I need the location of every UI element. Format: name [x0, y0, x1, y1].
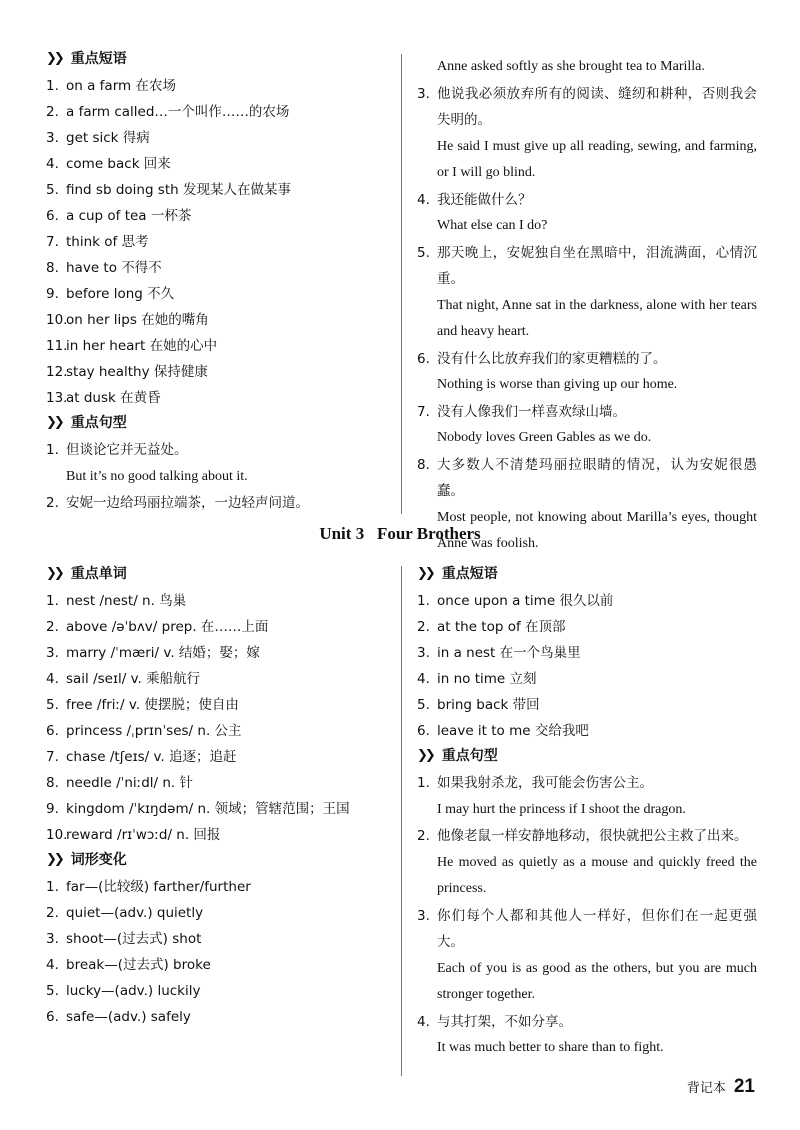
list-item — [46, 229, 386, 255]
list-item — [46, 73, 386, 99]
list-item — [46, 588, 386, 614]
sentence-number: 1. — [417, 775, 430, 791]
list-item — [417, 614, 757, 640]
item-number: 2. — [46, 619, 59, 635]
item-number: 6. — [46, 208, 59, 224]
list-item — [46, 1004, 386, 1030]
list-item — [46, 255, 386, 281]
list-item — [417, 640, 757, 666]
double-chevron-icon: ❯❯ — [417, 565, 433, 581]
sentence-number: 7. — [417, 403, 430, 420]
sentence-number: 4. — [417, 1013, 430, 1030]
bottom-left-column — [46, 563, 386, 1030]
sentence-item — [46, 490, 386, 517]
sentence-number: 6. — [417, 350, 430, 367]
list-item — [46, 718, 386, 744]
item-text: shoot—(过去式) shot — [66, 931, 202, 947]
list-item — [417, 692, 757, 718]
sentence-item — [417, 240, 757, 346]
list-item — [46, 666, 386, 692]
item-text: in no time 立刻 — [437, 671, 537, 687]
item-text: sail /seɪl/ v. 乘船航行 — [66, 671, 201, 687]
item-number: 3. — [46, 931, 59, 947]
sentence-chinese: 安妮一边给玛丽拉端茶，一边轻声问道。 — [66, 495, 309, 511]
key-phrases-heading: ❯❯ 重点短语 — [417, 565, 498, 582]
sentence-english: It was much better to share than to fight. — [437, 1040, 664, 1055]
sentence-english: What else can I do? — [437, 218, 548, 233]
item-number: 1. — [417, 593, 430, 609]
list-item — [46, 359, 386, 385]
sentence-chinese: 但谈论它并无益处。 — [66, 442, 188, 458]
sentence-number: 2. — [46, 495, 59, 511]
item-number: 2. — [46, 104, 59, 120]
item-text: chase /tʃeɪs/ v. 追逐；追赶 — [66, 749, 237, 765]
item-text: kingdom /ˈkɪŋdəm/ n. 领域；管辖范围；王国 — [66, 801, 350, 817]
sentence-english: Most people, not knowing about Marilla’s eyes, thought Anne was foolish. — [437, 509, 757, 551]
list-item — [46, 692, 386, 718]
list-item — [46, 926, 386, 952]
double-chevron-icon: ❯❯ — [46, 565, 62, 581]
item-number: 3. — [46, 645, 59, 661]
sentence-chinese: 如果我射杀龙，我可能会伤害公主。 — [437, 775, 653, 791]
list-item — [46, 770, 386, 796]
list-item — [46, 203, 386, 229]
sentence-english: He said I must give up all reading, sewing, and farming, or I will go blind. — [437, 138, 757, 180]
item-number: 5. — [46, 182, 59, 198]
sentence-chinese: 我还能做什么？ — [437, 191, 532, 208]
item-number: 11. — [46, 338, 68, 354]
double-chevron-icon: ❯❯ — [417, 747, 433, 763]
item-text: above /əˈbʌv/ prep. 在……上面 — [66, 619, 269, 635]
sentence-chinese: 他说我必须放弃所有的阅读、缝纫和耕种，否则我会失明的。 — [437, 85, 757, 128]
sentence-number: 5. — [417, 244, 430, 261]
item-number: 12. — [46, 364, 68, 380]
top-right-column — [417, 54, 757, 558]
item-text: break—(过去式) broke — [66, 957, 211, 973]
item-number: 2. — [417, 619, 430, 635]
double-chevron-icon: ❯❯ — [46, 414, 62, 430]
item-text: once upon a time 很久以前 — [437, 593, 614, 609]
item-number: 9. — [46, 801, 59, 817]
sentence-number: 3. — [417, 85, 430, 102]
sentence-item — [417, 346, 757, 399]
sentence-item — [417, 187, 757, 240]
item-number: 4. — [417, 671, 430, 687]
item-text: on a farm 在农场 — [66, 78, 176, 94]
sentence-chinese: 大多数人不清楚玛丽拉眼睛的情况，认为安妮很愚蠢。 — [437, 456, 757, 499]
item-number: 8. — [46, 775, 59, 791]
item-number: 4. — [46, 671, 59, 687]
list-item — [46, 385, 386, 411]
item-text: think of 思考 — [66, 234, 149, 250]
list-item — [46, 151, 386, 177]
sentence-item — [417, 81, 757, 187]
item-text: princess /ˌprɪnˈses/ n. 公主 — [66, 723, 242, 739]
item-text: bring back 带回 — [437, 697, 540, 713]
item-number: 6. — [46, 723, 59, 739]
sentence-item — [417, 770, 757, 823]
item-number: 5. — [46, 697, 59, 713]
sentence-english: But it’s no good talking about it. — [66, 468, 248, 484]
key-words-list — [46, 588, 386, 848]
list-item — [46, 307, 386, 333]
page-number: 21 — [733, 1076, 755, 1097]
item-text: have to 不得不 — [66, 260, 162, 276]
list-item — [46, 640, 386, 666]
item-text: in her heart 在她的心中 — [66, 338, 218, 354]
item-text: needle /ˈniːdl/ n. 针 — [66, 775, 193, 791]
item-text: leave it to me 交给我吧 — [437, 723, 589, 739]
item-text: free /friː/ v. 使摆脱；使自由 — [66, 697, 239, 713]
key-phrases-heading: ❯❯ 重点短语 — [46, 50, 127, 67]
sentence-chinese: 他像老鼠一样安静地移动，很快就把公主救了出来。 — [437, 828, 748, 844]
item-number: 9. — [46, 286, 59, 302]
item-text: marry /ˈmæri/ v. 结婚；娶；嫁 — [66, 645, 260, 661]
item-text: far—(比较级) farther/further — [66, 879, 251, 895]
key-sentences-list — [46, 437, 386, 517]
double-chevron-icon: ❯❯ — [46, 851, 62, 867]
list-item — [46, 281, 386, 307]
unit-title: Unit 3 Four Brothers — [319, 524, 481, 543]
item-text: safe—(adv.) safely — [66, 1009, 191, 1025]
item-number: 13. — [46, 390, 68, 406]
key-words-heading: ❯❯ 重点单词 — [46, 565, 127, 582]
item-text: get sick 得病 — [66, 130, 150, 146]
item-number: 5. — [417, 697, 430, 713]
list-item — [46, 614, 386, 640]
item-text: nest /nest/ n. 鸟巢 — [66, 593, 187, 609]
item-number: 6. — [46, 1009, 59, 1025]
item-number: 1. — [46, 879, 59, 895]
item-number: 2. — [46, 905, 59, 921]
sentence-number: 4. — [417, 191, 430, 208]
key-sentences-heading: ❯❯ 重点句型 — [417, 747, 498, 764]
sentence-chinese: 与其打架，不如分享。 — [437, 1013, 572, 1030]
item-number: 8. — [46, 260, 59, 276]
sentence-english: That night, Anne sat in the darkness, alone with her tears and heavy heart. — [437, 297, 757, 339]
sentence-chinese: 没有什么比放弃我们的家更糟糕的了。 — [437, 350, 667, 367]
sentence-english: Nothing is worse than giving up our home. — [437, 377, 678, 392]
item-number: 1. — [46, 593, 59, 609]
item-number: 6. — [417, 723, 430, 739]
list-item — [46, 978, 386, 1004]
item-number: 1. — [46, 78, 59, 94]
sentence-chinese: 那天晚上，安妮独自坐在黑暗中，泪流满面，心情沉重。 — [437, 244, 757, 287]
key-phrases-list — [417, 588, 757, 744]
item-text: a farm called…一个叫作……的农场 — [66, 104, 290, 120]
sentence-number: 8. — [417, 456, 430, 473]
key-sentences-list-continued — [417, 81, 757, 558]
list-item — [417, 588, 757, 614]
list-item — [46, 744, 386, 770]
list-item — [46, 796, 386, 822]
sentence-english: Nobody loves Green Gables as we do. — [437, 430, 652, 445]
column-divider-top — [401, 54, 402, 514]
item-number: 5. — [46, 983, 59, 999]
item-text: come back 回来 — [66, 156, 171, 172]
word-forms-heading: ❯❯ 词形变化 — [46, 851, 127, 868]
item-number: 10. — [46, 312, 68, 328]
word-forms-list — [46, 874, 386, 1030]
item-number: 7. — [46, 234, 59, 250]
sentence-number: 2. — [417, 828, 430, 844]
item-text: at dusk 在黄昏 — [66, 390, 161, 406]
item-number: 3. — [46, 130, 59, 146]
list-item — [46, 177, 386, 203]
sentence-item — [417, 823, 757, 903]
item-number: 7. — [46, 749, 59, 765]
sentence-item — [417, 1009, 757, 1062]
page-footer — [687, 1076, 755, 1098]
double-chevron-icon: ❯❯ — [46, 50, 62, 66]
item-number: 10. — [46, 827, 68, 843]
item-text: reward /rɪˈwɔːd/ n. 回报 — [66, 827, 221, 843]
item-text: in a nest 在一个鸟巢里 — [437, 645, 581, 661]
item-number: 4. — [46, 957, 59, 973]
item-number: 4. — [46, 156, 59, 172]
key-sentences-heading: ❯❯ 重点句型 — [46, 414, 127, 431]
list-item — [417, 718, 757, 744]
list-item — [417, 666, 757, 692]
sentence-item — [417, 903, 757, 1009]
sentence-chinese: 你们每个人都和其他人一样好，但你们在一起更强大。 — [437, 907, 757, 950]
sentence-english: Each of you is as good as the others, but you are much stronger together. — [437, 960, 757, 1002]
list-item — [46, 125, 386, 151]
item-number: 3. — [417, 645, 430, 661]
list-item — [46, 952, 386, 978]
column-divider-bottom — [401, 566, 402, 1076]
sentence-item — [46, 437, 386, 490]
key-sentences-list — [417, 770, 757, 1062]
item-text: lucky—(adv.) luckily — [66, 983, 201, 999]
sentence-number: 1. — [46, 442, 59, 458]
list-item — [46, 900, 386, 926]
list-item — [46, 874, 386, 900]
sentence-english: I may hurt the princess if I shoot the dragon. — [437, 801, 686, 817]
item-text: stay healthy 保持健康 — [66, 364, 208, 380]
bottom-right-column — [417, 563, 757, 1062]
list-item — [46, 333, 386, 359]
item-text: quiet—(adv.) quietly — [66, 905, 204, 921]
item-text: on her lips 在她的嘴角 — [66, 312, 209, 328]
list-item — [46, 822, 386, 848]
list-item — [46, 99, 386, 125]
sentence-chinese: 没有人像我们一样喜欢绿山墙。 — [437, 403, 626, 420]
sentence-number: 3. — [417, 907, 430, 924]
footer-label: 背记本 — [686, 1081, 726, 1096]
item-text: find sb doing sth 发现某人在做某事 — [66, 182, 291, 198]
sentence-item — [417, 399, 757, 452]
item-text: a cup of tea 一杯茶 — [66, 208, 192, 224]
continued-sentence: Anne asked softly as she brought tea to Marilla. — [437, 59, 705, 74]
sentence-english: He moved as quietly as a mouse and quickly freed the princess. — [437, 854, 757, 896]
top-left-column — [46, 48, 386, 517]
key-phrases-list — [46, 73, 386, 411]
item-text: before long 不久 — [66, 286, 175, 302]
item-text: at the top of 在顶部 — [437, 619, 566, 635]
